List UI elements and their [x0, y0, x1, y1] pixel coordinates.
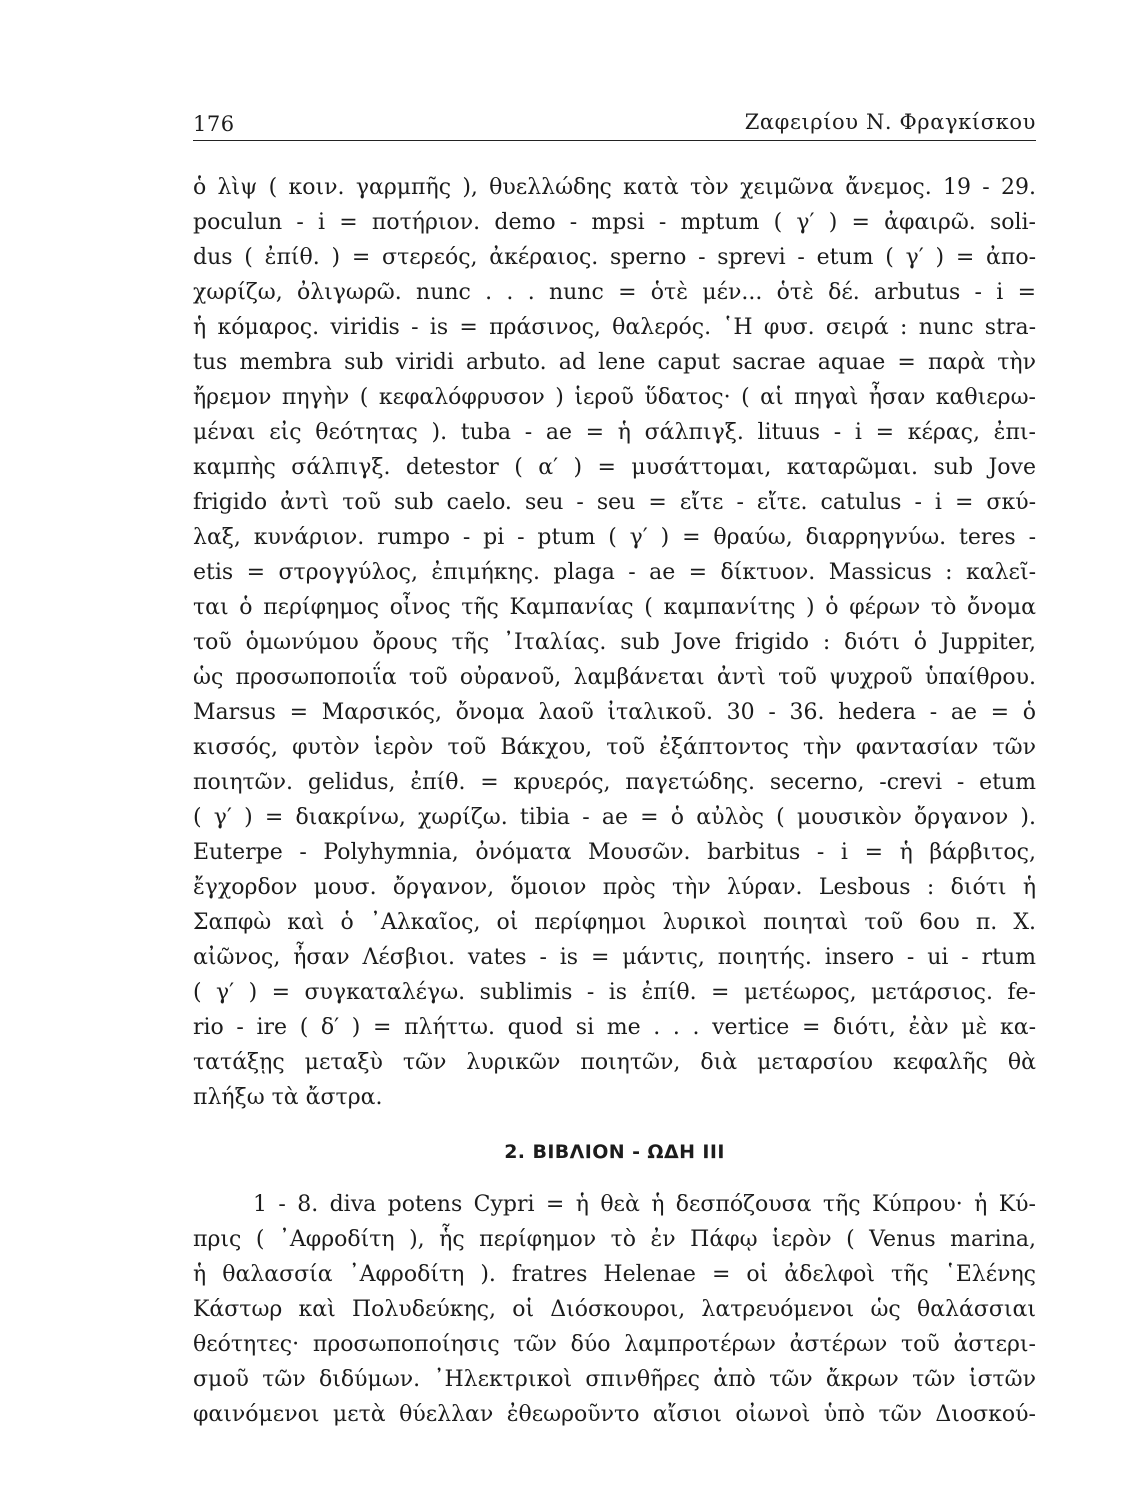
text-line: ὁ λὶψ ( κοιν. γαρμπῆς ), θυελλώδης κατὰ τὸν χειμῶνα ἄνεμος. 19 - 29.: [193, 175, 1036, 200]
text-line: tus membra sub viridi arbuto. ad lene caput sacrae aquae = παρὰ τὴν: [193, 350, 1036, 375]
text-line: etis = στρογγύλος, ἐπιμήκης. plaga - ae = δίκτυον. Massicus : καλεῖ-: [193, 560, 1036, 585]
text-line: χωρίζω, ὀλιγωρῶ. nunc . . . nunc = ὁτὲ μέν... ὁτὲ δέ. arbutus - i =: [193, 280, 1036, 305]
text-line: poculun - i = ποτήριον. demo - mpsi - mptum ( γ′ ) = ἀφαιρῶ. soli-: [193, 210, 1036, 235]
page-header: [193, 100, 1036, 141]
text-line: ἡ κόμαρος. viridis - is = πράσινος, θαλερός. ῾Η φυσ. σειρά : nunc stra-: [193, 315, 1036, 340]
text-line: ποιητῶν. gelidus, ἐπίθ. = κρυερός, παγετώδης. secerno, -crevi - etum: [193, 770, 1036, 795]
running-head: Ζαφειρίου Ν. Φραγκίσκου: [744, 110, 1036, 134]
text-line: Marsus = Μαρσικός, ὄνομα λαοῦ ἰταλικοῦ. 30 - 36. hedera - ae = ὁ: [193, 700, 1036, 725]
text-line: ἡ θαλασσία ᾿Αφροδίτη ). fratres Helenae = οἱ ἀδελφοὶ τῆς ῾Ελένης: [193, 1262, 1036, 1287]
text-line: ὡς προσωποποιΐα τοῦ οὐρανοῦ, λαμβάνεται ἀντὶ τοῦ ψυχροῦ ὑπαίθρου.: [193, 665, 1036, 690]
text-line: ἤρεμον πηγὴν ( κεφαλόφρυσον ) ἱεροῦ ὕδατος· ( αἱ πηγαὶ ἦσαν καθιερω-: [193, 385, 1036, 410]
text-line: dus ( ἐπίθ. ) = στερεός, ἀκέραιος. sperno - sprevi - etum ( γ′ ) = ἀπο-: [193, 245, 1036, 270]
text-line: τατάξῃς μεταξὺ τῶν λυρικῶν ποιητῶν, διὰ μεταρσίου κεφαλῆς θὰ: [193, 1050, 1036, 1075]
text-line: πλήξω τὰ ἄστρα.: [193, 1085, 383, 1110]
text-line: Euterpe - Polyhymnia, ὀνόματα Μουσῶν. barbitus - i = ἡ βάρβιτος,: [193, 840, 1036, 865]
commentary-paragraph-2: [193, 1187, 1036, 1432]
text-line: λαξ, κυνάριον. rumpo - pi - ptum ( γ′ ) = θραύω, διαρρηγνύω. teres -: [193, 525, 1036, 550]
text-line: φαινόμενοι μετὰ θύελλαν ἐθεωροῦντο αἴσιοι οἰωνοὶ ὑπὸ τῶν Διοσκού-: [193, 1402, 1036, 1427]
text-line: ( γ′ ) = συγκαταλέγω. sublimis - is ἐπίθ. = μετέωρος, μετάρσιος. fe-: [193, 980, 1036, 1005]
commentary-paragraph-1: [193, 170, 1036, 1115]
section-title: 2. ΒΙΒΛΙΟΝ - ΩΔΗ ΙΙΙ: [504, 1141, 725, 1163]
text-line: μέναι εἰς θεότητας ). tuba - ae = ἡ σάλπιγξ. lituus - i = κέρας, ἐπι-: [193, 420, 1036, 445]
text-line: ἔγχορδον μουσ. ὄργανον, ὅμοιον πρὸς τὴν λύραν. Lesbous : διότι ἡ: [193, 875, 1036, 900]
text-line: αἰῶνος, ἦσαν Λέσβιοι. vates - is = μάντις, ποιητής. insero - ui - rtum: [193, 945, 1036, 970]
text-line: καμπὴς σάλπιγξ. detestor ( α′ ) = μυσάττομαι, καταρῶμαι. sub Jove: [193, 455, 1036, 480]
text-line: πρις ( ᾿Αφροδίτη ), ἧς περίφημον τὸ ἐν Πάφῳ ἱερὸν ( Venus marina,: [193, 1227, 1036, 1252]
text-line: Σαπφὼ καὶ ὁ ᾿Αλκαῖος, οἱ περίφημοι λυρικοὶ ποιηταὶ τοῦ 6ου π. Χ.: [193, 910, 1036, 935]
text-line: κισσός, φυτὸν ἱερὸν τοῦ Βάκχου, τοῦ ἐξάπτοντος τὴν φαντασίαν τῶν: [193, 735, 1036, 760]
page-body: [193, 170, 1036, 1432]
text-line: Κάστωρ καὶ Πολυδεύκης, οἱ Διόσκουροι, λατρευόμενοι ὡς θαλάσσιαι: [193, 1297, 1036, 1322]
text-line: τοῦ ὁμωνύμου ὄρους τῆς ᾿Ιταλίας. sub Jove frigido : διότι ὁ Juppiter,: [193, 630, 1036, 655]
text-line: 1 - 8. diva potens Cypri = ἡ θεὰ ἡ δεσπόζουσα τῆς Κύπρου· ἡ Κύ-: [253, 1192, 1036, 1217]
text-line: θεότητες· προσωποποίησις τῶν δύο λαμπροτέρων ἀστέρων τοῦ ἀστερι-: [193, 1332, 1036, 1357]
text-line: frigido ἀντὶ τοῦ sub caelo. seu - seu = εἴτε - εἴτε. catulus - i = σκύ-: [193, 490, 1036, 515]
text-line: ται ὁ περίφημος οἶνος τῆς Καμπανίας ( καμπανίτης ) ὁ φέρων τὸ ὄνομα: [193, 595, 1036, 620]
text-line: σμοῦ τῶν διδύμων. ᾿Ηλεκτρικοὶ σπινθῆρες ἀπὸ τῶν ἄκρων τῶν ἱστῶν: [193, 1367, 1036, 1392]
text-line: rio - ire ( δ′ ) = πλήττω. quod si me . . . vertice = διότι, ἐὰν μὲ κα-: [193, 1015, 1036, 1040]
page-number: 176: [193, 112, 235, 136]
text-line: ( γ′ ) = διακρίνω, χωρίζω. tibia - ae = ὁ αὐλὸς ( μουσικὸν ὄργανον ).: [193, 805, 1036, 830]
